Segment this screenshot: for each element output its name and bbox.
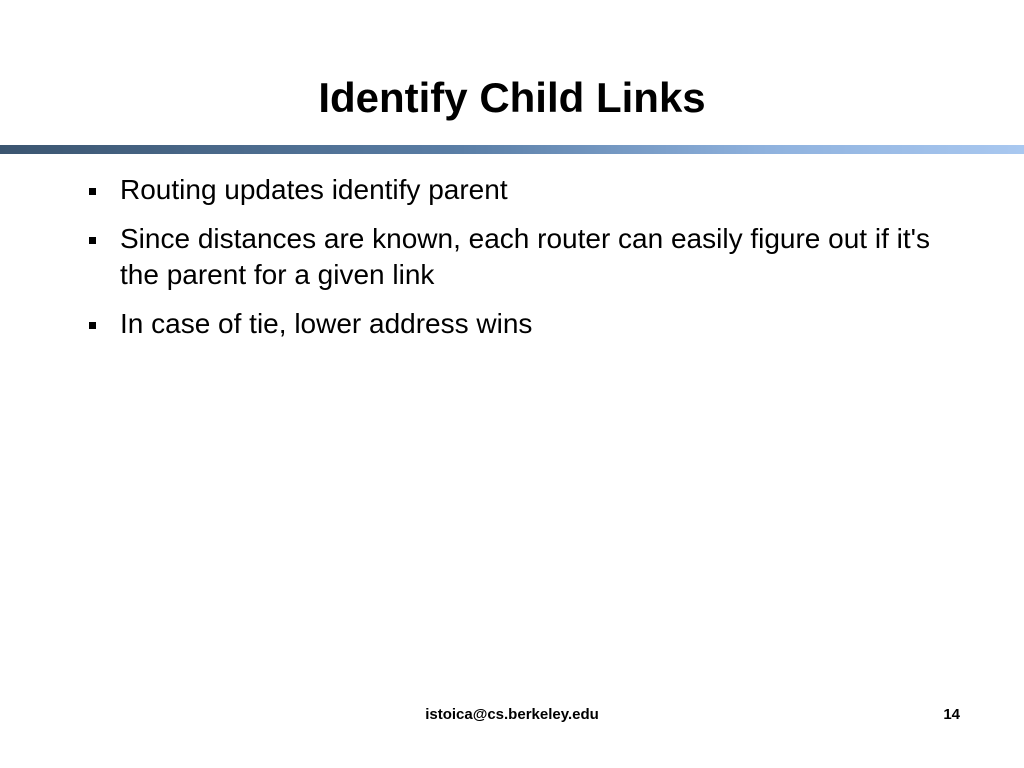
bullet-item [86,172,966,208]
bullet-list [86,172,966,355]
title-divider [0,145,1024,154]
square-bullet-icon [89,322,96,329]
square-bullet-icon [89,237,96,244]
bullet-text: In case of tie, lower address wins [120,308,533,339]
slide-title: Identify Child Links [318,74,706,121]
bullet-item [86,221,966,293]
page-number: 14 [943,706,960,723]
bullet-text: Routing updates identify parent [120,174,508,205]
bullet-item [86,306,966,342]
footer-email: istoica@cs.berkeley.edu [425,706,599,723]
bullet-text: Since distances are known, each router can easily figure out if it's the parent for a given link [120,223,930,290]
square-bullet-icon [89,188,96,195]
